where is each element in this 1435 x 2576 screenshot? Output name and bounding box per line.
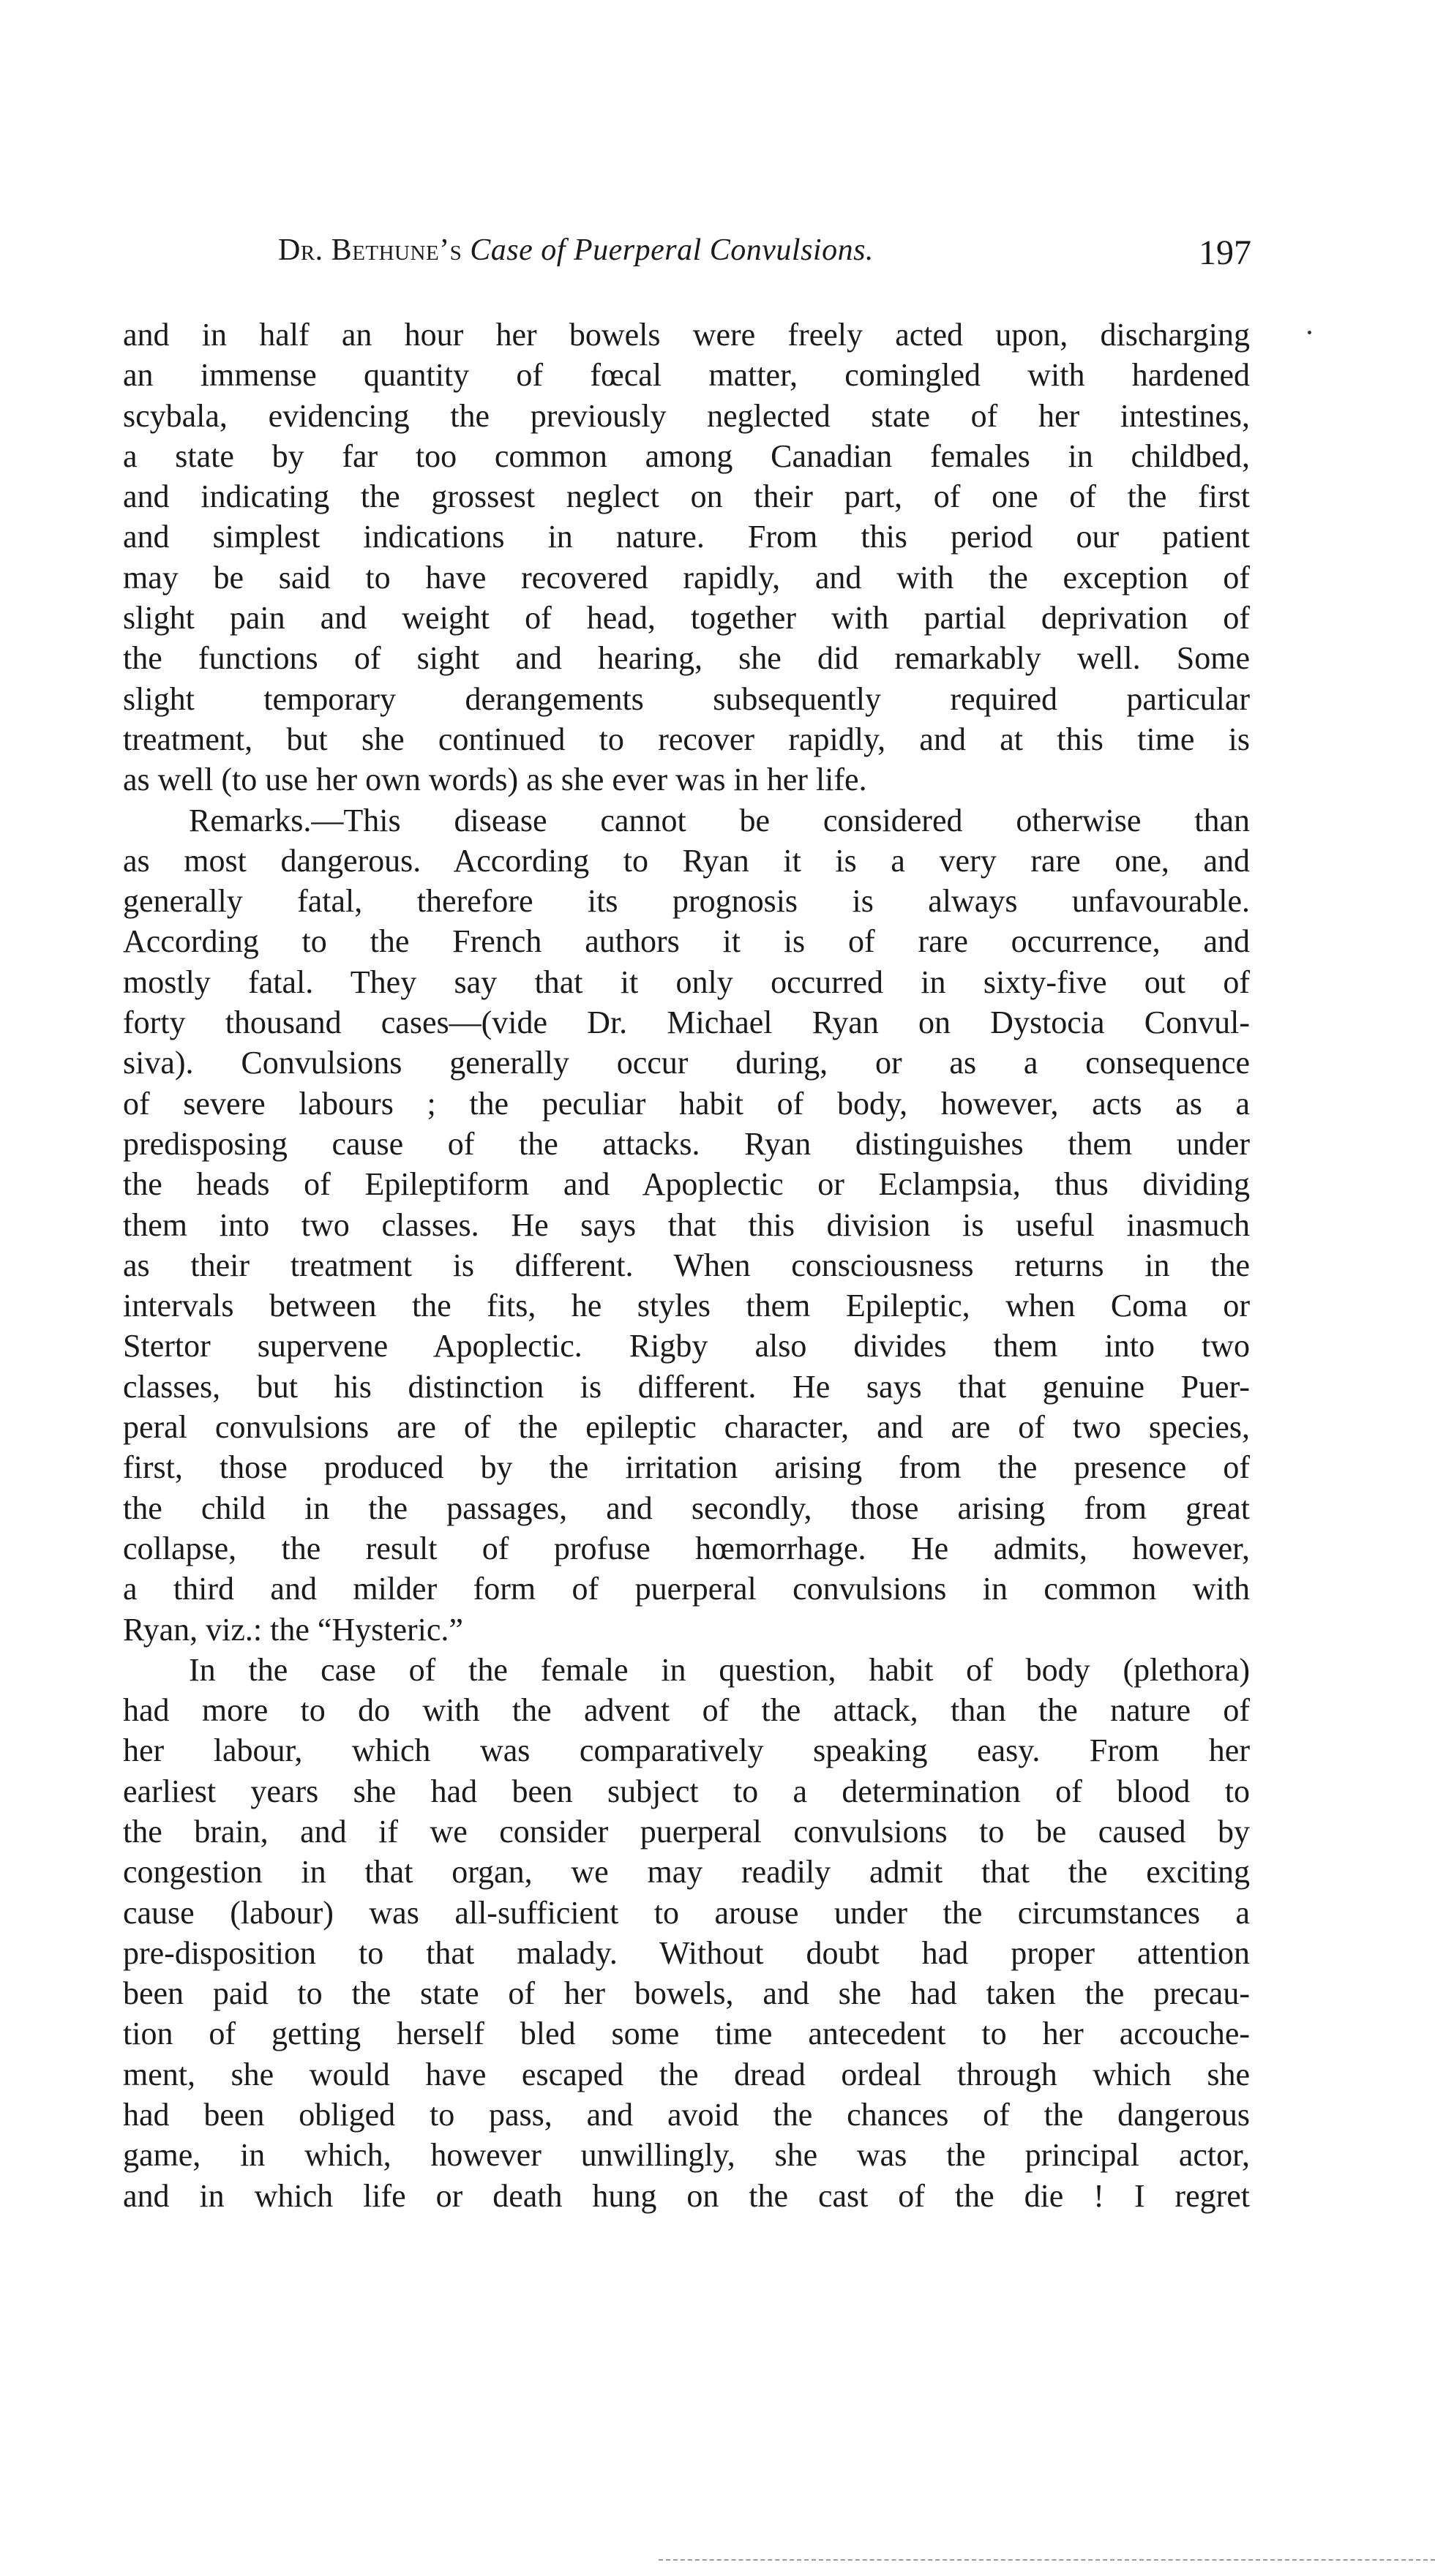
running-title-text: Case of Puerperal Convulsions. [470,233,874,267]
text-line: an immense quantity of fœcal matter, comingled with hardened [123,357,1250,394]
page-number: 197 [1199,233,1251,272]
text-line: and in half an hour her bowels were freely acted upon, discharging [123,317,1250,353]
text-line: peral convulsions are of the epileptic character, and are of two species, [123,1409,1250,1446]
running-title-author: Dr. Bethune’s [278,233,462,267]
text-line: slight pain and weight of head, together with partial deprivation of [123,600,1250,637]
text-line: intervals between the fits, he styles them Epileptic, when Coma or [123,1288,1250,1324]
text-line: mostly fatal. They say that it only occurred in sixty-five out of [123,964,1250,1000]
text-line: Remarks.—This disease cannot be considered otherwise than [189,802,1250,838]
text-line: of severe labours ; the peculiar habit of body, however, acts as a [123,1085,1250,1122]
text-line: as most dangerous. According to Ryan it is a very rare one, and [123,842,1250,879]
text-line: siva). Convulsions generally occur during, or as a consequence [123,1045,1250,1081]
text-line: the brain, and if we consider puerperal convulsions to be caused by [123,1813,1250,1850]
text-line: congestion in that organ, we may readily admit that the exciting [123,1854,1250,1890]
text-line: the functions of sight and hearing, she did remarkably well. Some [123,640,1250,677]
text-line: scybala, evidencing the previously neglected state of her intestines, [123,397,1250,434]
text-line: predisposing cause of the attacks. Ryan distinguishes them under [123,1125,1250,1162]
text-line: may be said to have recovered rapidly, and with the exception of [123,559,1250,596]
text-line: as their treatment is different. When consciousness returns in the [123,1247,1250,1283]
text-line: collapse, the result of profuse hœmorrhage. He admits, however, [123,1530,1250,1566]
text-line: had been obliged to pass, and avoid the chances of the dangerous [123,2097,1250,2133]
text-line: game, in which, however unwillingly, she was the principal actor, [123,2137,1250,2174]
text-line: classes, but his distinction is different. He says that genuine Puer- [123,1368,1250,1405]
text-line: tion of getting herself bled some time antecedent to her accouche- [123,2016,1250,2052]
scan-edge-line [659,2559,1435,2561]
text-line: earliest years she had been subject to a determination of blood to [123,1773,1250,1809]
page-header [278,233,1251,277]
text-line: and indicating the grossest neglect on their part, of one of the first [123,478,1250,515]
text-line: pre-disposition to that malady. Without doubt had proper attention [123,1934,1250,1971]
running-title [278,233,874,268]
text-line: been paid to the state of her bowels, and she had taken the precau- [123,1975,1250,2012]
text-line: and simplest indications in nature. From this period our patient [123,519,1250,555]
text-line: her labour, which was comparatively speaking easy. From her [123,1732,1250,1769]
body-text [123,315,1250,2216]
text-line: In the case of the female in question, habit of body (plethora) [189,1651,1250,1688]
text-line: Stertor supervene Apoplectic. Rigby also divides them into two [123,1328,1250,1364]
text-line: the heads of Epileptiform and Apoplectic or Eclampsia, thus dividing [123,1166,1250,1203]
text-line: According to the French authors it is of rare occurrence, and [123,923,1250,960]
text-line: treatment, but she continued to recover rapidly, and at this time is [123,721,1250,757]
text-line: cause (labour) was all-sufficient to arouse under the circumstances a [123,1894,1250,1931]
text-line: had more to do with the advent of the attack, than the nature of [123,1692,1250,1729]
text-line: forty thousand cases—(vide Dr. Michael Ryan on Dystocia Convul- [123,1005,1250,1041]
text-line: as well (to use her own words) as she ever was in her life. [123,762,867,798]
margin-mark [1308,331,1311,334]
text-line: generally fatal, therefore its prognosis is always unfavourable. [123,883,1250,920]
text-line: a state by far too common among Canadian females in childbed, [123,438,1250,474]
text-line: ment, she would have escaped the dread ordeal through which she [123,2056,1250,2092]
text-line: them into two classes. He says that this division is useful inasmuch [123,1206,1250,1243]
text-line: a third and milder form of puerperal convulsions in common with [123,1571,1250,1607]
text-line: Ryan, viz.: the “Hysteric.” [123,1611,463,1648]
text-line: slight temporary derangements subsequently required particular [123,680,1250,717]
text-line: and in which life or death hung on the cast of the die ! I regret [123,2177,1250,2214]
text-line: the child in the passages, and secondly, those arising from great [123,1490,1250,1526]
text-line: first, those produced by the irritation arising from the presence of [123,1449,1250,1486]
